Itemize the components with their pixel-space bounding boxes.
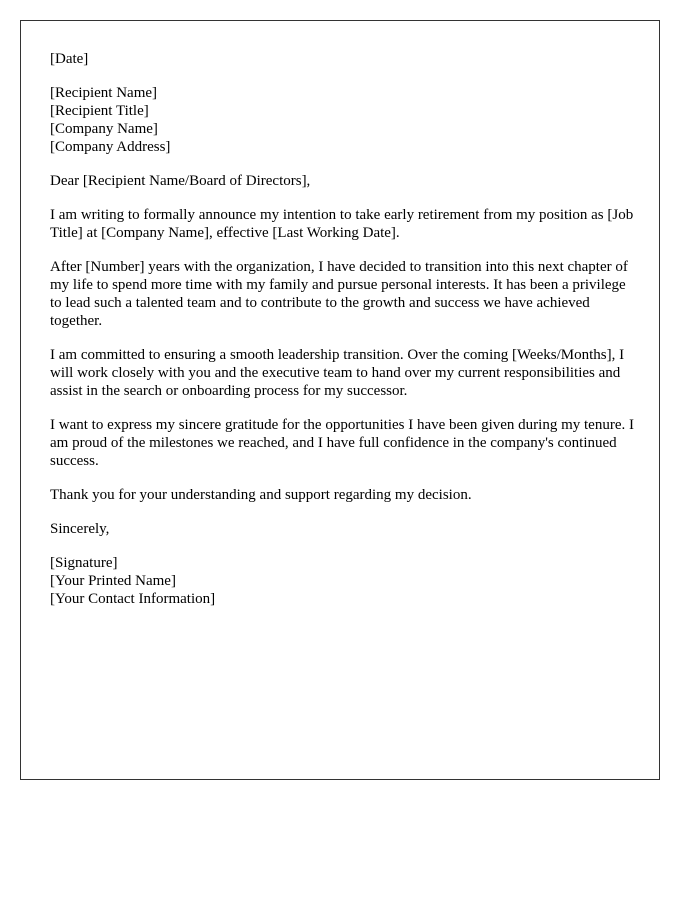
recipient-address: [Company Address]	[50, 139, 171, 155]
recipient-name: [Recipient Name]	[50, 85, 158, 101]
letter-body	[50, 50, 640, 624]
contact-information: [Your Contact Information]	[50, 591, 216, 607]
paragraph-thanks: Thank you for your understanding and support regarding my decision.	[50, 487, 472, 503]
signature-placeholder: [Signature]	[50, 555, 118, 571]
recipient-title: [Recipient Title]	[50, 103, 149, 119]
paragraph-transition: I am committed to ensuring a smooth leadership transition. Over the coming [Weeks/Months], I will work closely with you and the executive team to hand over my current responsibilities and assist in the search or onboarding process for my successor.	[50, 347, 625, 399]
paragraph-announcement: I am writing to formally announce my intention to take early retirement from my position as [Job Title] at [Company Name], effective [Last Working Date].	[50, 207, 634, 241]
closing: Sincerely,	[50, 521, 110, 537]
recipient-block	[50, 84, 640, 156]
signature-block	[50, 554, 640, 608]
printed-name: [Your Printed Name]	[50, 573, 176, 589]
letter-page	[20, 20, 660, 780]
paragraph-gratitude: I want to express my sincere gratitude for the opportunities I have been given during my tenure. I am proud of the milestones we reached, and I have full confidence in the company's continued success.	[50, 417, 634, 469]
paragraph-reason: After [Number] years with the organization, I have decided to transition into this next chapter of my life to spend more time with my family and pursue personal interests. It has been a privilege to lead such a talented team and to contribute to the growth and success we have achieved together.	[50, 259, 628, 329]
recipient-company: [Company Name]	[50, 121, 158, 137]
letter-date: [Date]	[50, 51, 89, 67]
salutation: Dear [Recipient Name/Board of Directors],	[50, 173, 311, 189]
